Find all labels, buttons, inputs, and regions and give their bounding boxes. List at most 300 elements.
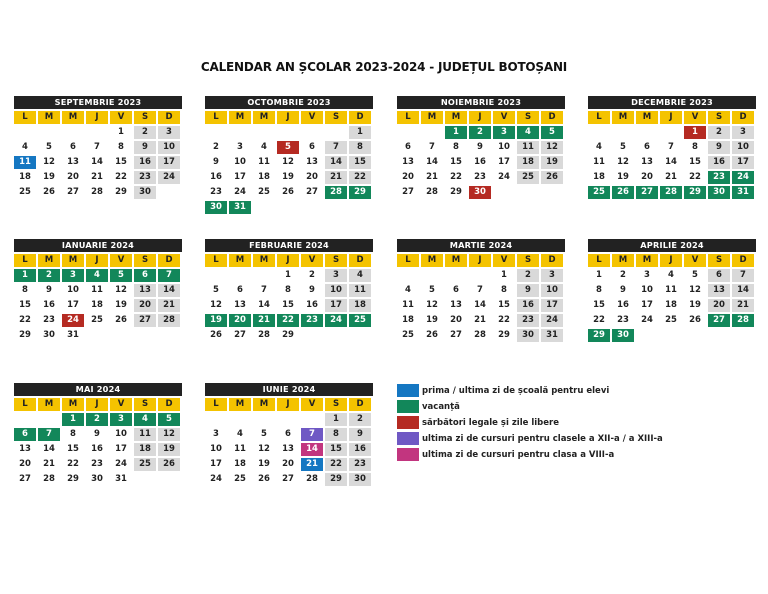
day-cell: 3	[62, 269, 84, 282]
day-cell: 21	[86, 171, 108, 184]
weekday-label: M	[612, 111, 634, 124]
legend-swatch	[397, 448, 419, 461]
day-cell: 17	[325, 299, 347, 312]
weekday-label: M	[612, 254, 634, 267]
day-cell: 20	[134, 299, 156, 312]
weekday-label: M	[38, 111, 60, 124]
day-cell: 2	[205, 141, 227, 154]
day-cell: 28	[325, 186, 347, 199]
empty-cell	[62, 126, 84, 139]
empty-cell	[397, 269, 419, 282]
month-name: NOIEMBRIE 2023	[397, 96, 565, 109]
day-cell: 25	[229, 473, 251, 486]
day-cell: 19	[612, 171, 634, 184]
month-1	[14, 96, 182, 199]
weekday-label: D	[349, 398, 371, 411]
day-cell: 27	[134, 314, 156, 327]
weekday-label: M	[421, 111, 443, 124]
month-name: FEBRUARIE 2024	[205, 239, 373, 252]
day-cell: 27	[397, 186, 419, 199]
day-cell: 22	[445, 171, 467, 184]
legend-label: vacanță	[422, 401, 460, 412]
month-name: DECEMBRIE 2023	[588, 96, 756, 109]
day-cell: 12	[158, 428, 180, 441]
day-cell: 30	[469, 186, 491, 199]
day-cell: 18	[517, 156, 539, 169]
weekday-label: L	[14, 254, 36, 267]
day-cell: 24	[636, 314, 658, 327]
empty-cell	[253, 413, 275, 426]
weekday-label: M	[38, 254, 60, 267]
day-cell: 30	[349, 473, 371, 486]
day-cell: 12	[684, 284, 706, 297]
day-cell: 2	[517, 269, 539, 282]
day-cell: 2	[134, 126, 156, 139]
month-name: MARTIE 2024	[397, 239, 565, 252]
day-cell: 20	[708, 299, 730, 312]
day-cell: 16	[134, 156, 156, 169]
day-cell: 4	[349, 269, 371, 282]
day-cell: 17	[158, 156, 180, 169]
day-cell: 24	[732, 171, 754, 184]
day-cell: 15	[445, 156, 467, 169]
day-cell: 26	[110, 314, 132, 327]
day-cell: 1	[325, 413, 347, 426]
day-cell: 19	[253, 458, 275, 471]
day-cell: 3	[229, 141, 251, 154]
month-name: IANUARIE 2024	[14, 239, 182, 252]
weekday-label: D	[541, 111, 563, 124]
day-cell: 27	[445, 329, 467, 342]
day-cell: 25	[588, 186, 610, 199]
day-cell: 1	[445, 126, 467, 139]
day-cell: 23	[517, 314, 539, 327]
empty-cell	[660, 126, 682, 139]
weekday-label: J	[86, 254, 108, 267]
day-cell: 10	[205, 443, 227, 456]
legend-label: sărbători legale și zile libere	[422, 417, 559, 428]
day-cell: 23	[349, 458, 371, 471]
day-cell: 4	[229, 428, 251, 441]
day-cell: 9	[349, 428, 371, 441]
weekday-label: M	[253, 254, 275, 267]
day-cell: 26	[612, 186, 634, 199]
day-cell: 10	[636, 284, 658, 297]
weekday-label: S	[134, 111, 156, 124]
day-cell: 5	[684, 269, 706, 282]
legend-label: prima / ultima zi de școală pentru elevi	[422, 385, 610, 396]
weekday-label: M	[253, 111, 275, 124]
day-cell: 24	[325, 314, 347, 327]
day-cell: 25	[660, 314, 682, 327]
day-cell: 27	[636, 186, 658, 199]
day-cell: 23	[38, 314, 60, 327]
weekday-label: V	[493, 254, 515, 267]
day-cell: 13	[636, 156, 658, 169]
day-cell: 12	[541, 141, 563, 154]
day-cell: 14	[469, 299, 491, 312]
day-cell: 11	[134, 428, 156, 441]
day-cell: 23	[134, 171, 156, 184]
day-cell: 23	[205, 186, 227, 199]
day-cell: 16	[349, 443, 371, 456]
day-cell: 26	[541, 171, 563, 184]
day-cell: 20	[397, 171, 419, 184]
day-cell: 7	[158, 269, 180, 282]
day-cell: 29	[493, 329, 515, 342]
weekday-label: S	[325, 254, 347, 267]
month-6	[205, 239, 373, 342]
empty-cell	[636, 126, 658, 139]
day-cell: 10	[493, 141, 515, 154]
day-cell: 27	[62, 186, 84, 199]
weekday-label: V	[493, 111, 515, 124]
day-cell: 6	[445, 284, 467, 297]
day-cell: 30	[612, 329, 634, 342]
day-cell: 9	[86, 428, 108, 441]
day-cell: 7	[301, 428, 323, 441]
day-cell: 16	[612, 299, 634, 312]
weekday-label: J	[277, 398, 299, 411]
day-cell: 29	[14, 329, 36, 342]
day-cell: 13	[397, 156, 419, 169]
weekday-label: D	[158, 111, 180, 124]
day-cell: 12	[421, 299, 443, 312]
day-cell: 14	[86, 156, 108, 169]
weekday-label: V	[301, 254, 323, 267]
day-cell: 22	[493, 314, 515, 327]
day-cell: 7	[253, 284, 275, 297]
weekday-label: S	[708, 111, 730, 124]
month-9	[14, 383, 182, 486]
day-cell: 28	[732, 314, 754, 327]
weekday-label: M	[62, 398, 84, 411]
day-cell: 30	[517, 329, 539, 342]
day-cell: 3	[158, 126, 180, 139]
day-cell: 29	[445, 186, 467, 199]
day-cell: 3	[110, 413, 132, 426]
day-cell: 12	[612, 156, 634, 169]
empty-cell	[397, 126, 419, 139]
day-cell: 2	[612, 269, 634, 282]
weekday-label: L	[205, 398, 227, 411]
day-cell: 12	[205, 299, 227, 312]
day-cell: 27	[301, 186, 323, 199]
day-cell: 9	[205, 156, 227, 169]
day-cell: 8	[684, 141, 706, 154]
day-cell: 6	[636, 141, 658, 154]
legend-item	[397, 399, 663, 414]
day-cell: 9	[301, 284, 323, 297]
day-cell: 18	[660, 299, 682, 312]
empty-cell	[612, 126, 634, 139]
day-cell: 5	[205, 284, 227, 297]
day-cell: 11	[588, 156, 610, 169]
weekday-label: J	[469, 111, 491, 124]
day-cell: 13	[277, 443, 299, 456]
weekday-label: D	[349, 254, 371, 267]
day-cell: 8	[110, 141, 132, 154]
day-cell: 20	[62, 171, 84, 184]
weekday-label: V	[684, 111, 706, 124]
weekday-label: V	[301, 398, 323, 411]
day-cell: 11	[86, 284, 108, 297]
day-cell: 8	[325, 428, 347, 441]
weekday-label: M	[421, 254, 443, 267]
day-cell: 29	[325, 473, 347, 486]
day-cell: 31	[541, 329, 563, 342]
day-cell: 1	[493, 269, 515, 282]
weekday-label: M	[229, 398, 251, 411]
day-cell: 18	[229, 458, 251, 471]
day-cell: 18	[588, 171, 610, 184]
day-cell: 2	[301, 269, 323, 282]
day-cell: 18	[397, 314, 419, 327]
day-cell: 12	[38, 156, 60, 169]
day-cell: 31	[732, 186, 754, 199]
day-cell: 13	[445, 299, 467, 312]
month-days-grid	[205, 398, 373, 486]
weekday-label: M	[636, 254, 658, 267]
day-cell: 4	[14, 141, 36, 154]
day-cell: 5	[421, 284, 443, 297]
day-cell: 3	[493, 126, 515, 139]
day-cell: 26	[158, 458, 180, 471]
legend-label: ultima zi de cursuri pentru clasele a XII-a / a XIII-a	[422, 433, 663, 444]
day-cell: 24	[110, 458, 132, 471]
day-cell: 30	[38, 329, 60, 342]
day-cell: 14	[732, 284, 754, 297]
day-cell: 27	[277, 473, 299, 486]
day-cell: 31	[62, 329, 84, 342]
day-cell: 24	[541, 314, 563, 327]
month-days-grid	[205, 254, 373, 342]
day-cell: 18	[134, 443, 156, 456]
empty-cell	[301, 413, 323, 426]
weekday-label: J	[277, 254, 299, 267]
legend-item	[397, 383, 663, 398]
weekday-label: V	[301, 111, 323, 124]
day-cell: 2	[38, 269, 60, 282]
day-cell: 16	[86, 443, 108, 456]
day-cell: 28	[301, 473, 323, 486]
day-cell: 8	[62, 428, 84, 441]
day-cell: 1	[684, 126, 706, 139]
day-cell: 13	[229, 299, 251, 312]
day-cell: 29	[684, 186, 706, 199]
day-cell: 11	[397, 299, 419, 312]
empty-cell	[253, 269, 275, 282]
day-cell: 5	[110, 269, 132, 282]
empty-cell	[325, 126, 347, 139]
weekday-label: J	[277, 111, 299, 124]
day-cell: 15	[493, 299, 515, 312]
legend-swatch	[397, 384, 419, 397]
day-cell: 23	[86, 458, 108, 471]
empty-cell	[229, 413, 251, 426]
day-cell: 7	[421, 141, 443, 154]
empty-cell	[253, 126, 275, 139]
day-cell: 8	[349, 141, 371, 154]
day-cell: 29	[62, 473, 84, 486]
month-7	[397, 239, 565, 342]
day-cell: 22	[277, 314, 299, 327]
day-cell: 24	[493, 171, 515, 184]
day-cell: 7	[86, 141, 108, 154]
day-cell: 22	[110, 171, 132, 184]
month-name: OCTOMBRIE 2023	[205, 96, 373, 109]
day-cell: 19	[205, 314, 227, 327]
day-cell: 5	[158, 413, 180, 426]
day-cell: 5	[253, 428, 275, 441]
day-cell: 15	[110, 156, 132, 169]
day-cell: 1	[110, 126, 132, 139]
empty-cell	[421, 126, 443, 139]
day-cell: 10	[62, 284, 84, 297]
month-name: SEPTEMBRIE 2023	[14, 96, 182, 109]
empty-cell	[86, 126, 108, 139]
day-cell: 12	[253, 443, 275, 456]
weekday-label: M	[445, 254, 467, 267]
day-cell: 6	[134, 269, 156, 282]
month-10	[205, 383, 373, 486]
day-cell: 2	[86, 413, 108, 426]
day-cell: 11	[229, 443, 251, 456]
weekday-label: L	[14, 111, 36, 124]
month-name: MAI 2024	[14, 383, 182, 396]
legend-item	[397, 415, 663, 430]
day-cell: 6	[229, 284, 251, 297]
day-cell: 30	[205, 201, 227, 214]
day-cell: 10	[541, 284, 563, 297]
empty-cell	[277, 413, 299, 426]
weekday-label: M	[253, 398, 275, 411]
day-cell: 6	[708, 269, 730, 282]
day-cell: 17	[493, 156, 515, 169]
month-5	[14, 239, 182, 342]
day-cell: 17	[62, 299, 84, 312]
day-cell: 16	[38, 299, 60, 312]
day-cell: 10	[325, 284, 347, 297]
day-cell: 16	[708, 156, 730, 169]
weekday-label: L	[205, 111, 227, 124]
day-cell: 11	[660, 284, 682, 297]
empty-cell	[445, 269, 467, 282]
day-cell: 7	[325, 141, 347, 154]
day-cell: 28	[421, 186, 443, 199]
day-cell: 14	[660, 156, 682, 169]
weekday-label: M	[62, 111, 84, 124]
day-cell: 22	[62, 458, 84, 471]
day-cell: 17	[229, 171, 251, 184]
day-cell: 21	[660, 171, 682, 184]
day-cell: 24	[62, 314, 84, 327]
day-cell: 19	[38, 171, 60, 184]
day-cell: 3	[541, 269, 563, 282]
day-cell: 28	[38, 473, 60, 486]
weekday-label: L	[397, 111, 419, 124]
legend	[397, 383, 663, 463]
day-cell: 11	[517, 141, 539, 154]
day-cell: 23	[301, 314, 323, 327]
day-cell: 21	[253, 314, 275, 327]
day-cell: 16	[205, 171, 227, 184]
legend-label: ultima zi de cursuri pentru clasa a VIII-a	[422, 449, 615, 460]
day-cell: 26	[277, 186, 299, 199]
day-cell: 13	[708, 284, 730, 297]
empty-cell	[14, 413, 36, 426]
weekday-label: M	[229, 111, 251, 124]
day-cell: 15	[277, 299, 299, 312]
day-cell: 21	[301, 458, 323, 471]
day-cell: 10	[110, 428, 132, 441]
day-cell: 26	[421, 329, 443, 342]
day-cell: 22	[349, 171, 371, 184]
day-cell: 25	[134, 458, 156, 471]
day-cell: 28	[86, 186, 108, 199]
legend-item	[397, 431, 663, 446]
weekday-label: J	[86, 111, 108, 124]
day-cell: 7	[38, 428, 60, 441]
weekday-label: S	[708, 254, 730, 267]
day-cell: 9	[38, 284, 60, 297]
day-cell: 30	[86, 473, 108, 486]
day-cell: 15	[349, 156, 371, 169]
month-days-grid	[205, 111, 373, 214]
empty-cell	[205, 126, 227, 139]
month-days-grid	[14, 254, 182, 342]
page-title: CALENDAR AN ȘCOLAR 2023-2024 - JUDEȚUL BOTOȘANI	[200, 60, 568, 74]
weekday-label: L	[205, 254, 227, 267]
weekday-label: D	[541, 254, 563, 267]
day-cell: 25	[517, 171, 539, 184]
day-cell: 2	[708, 126, 730, 139]
day-cell: 3	[732, 126, 754, 139]
day-cell: 15	[588, 299, 610, 312]
day-cell: 28	[469, 329, 491, 342]
weekday-label: D	[349, 111, 371, 124]
day-cell: 10	[229, 156, 251, 169]
day-cell: 22	[588, 314, 610, 327]
weekday-label: S	[517, 111, 539, 124]
day-cell: 30	[708, 186, 730, 199]
day-cell: 19	[421, 314, 443, 327]
day-cell: 21	[421, 171, 443, 184]
day-cell: 22	[14, 314, 36, 327]
weekday-label: D	[732, 254, 754, 267]
day-cell: 14	[38, 443, 60, 456]
month-3	[397, 96, 565, 199]
weekday-label: L	[588, 111, 610, 124]
day-cell: 21	[469, 314, 491, 327]
day-cell: 1	[588, 269, 610, 282]
day-cell: 21	[38, 458, 60, 471]
day-cell: 23	[708, 171, 730, 184]
day-cell: 18	[253, 171, 275, 184]
day-cell: 15	[14, 299, 36, 312]
day-cell: 7	[469, 284, 491, 297]
weekday-label: S	[325, 111, 347, 124]
day-cell: 14	[301, 443, 323, 456]
month-8	[588, 239, 756, 342]
day-cell: 24	[205, 473, 227, 486]
day-cell: 19	[684, 299, 706, 312]
day-cell: 13	[14, 443, 36, 456]
month-days-grid	[397, 254, 565, 342]
day-cell: 1	[277, 269, 299, 282]
day-cell: 15	[684, 156, 706, 169]
day-cell: 6	[397, 141, 419, 154]
